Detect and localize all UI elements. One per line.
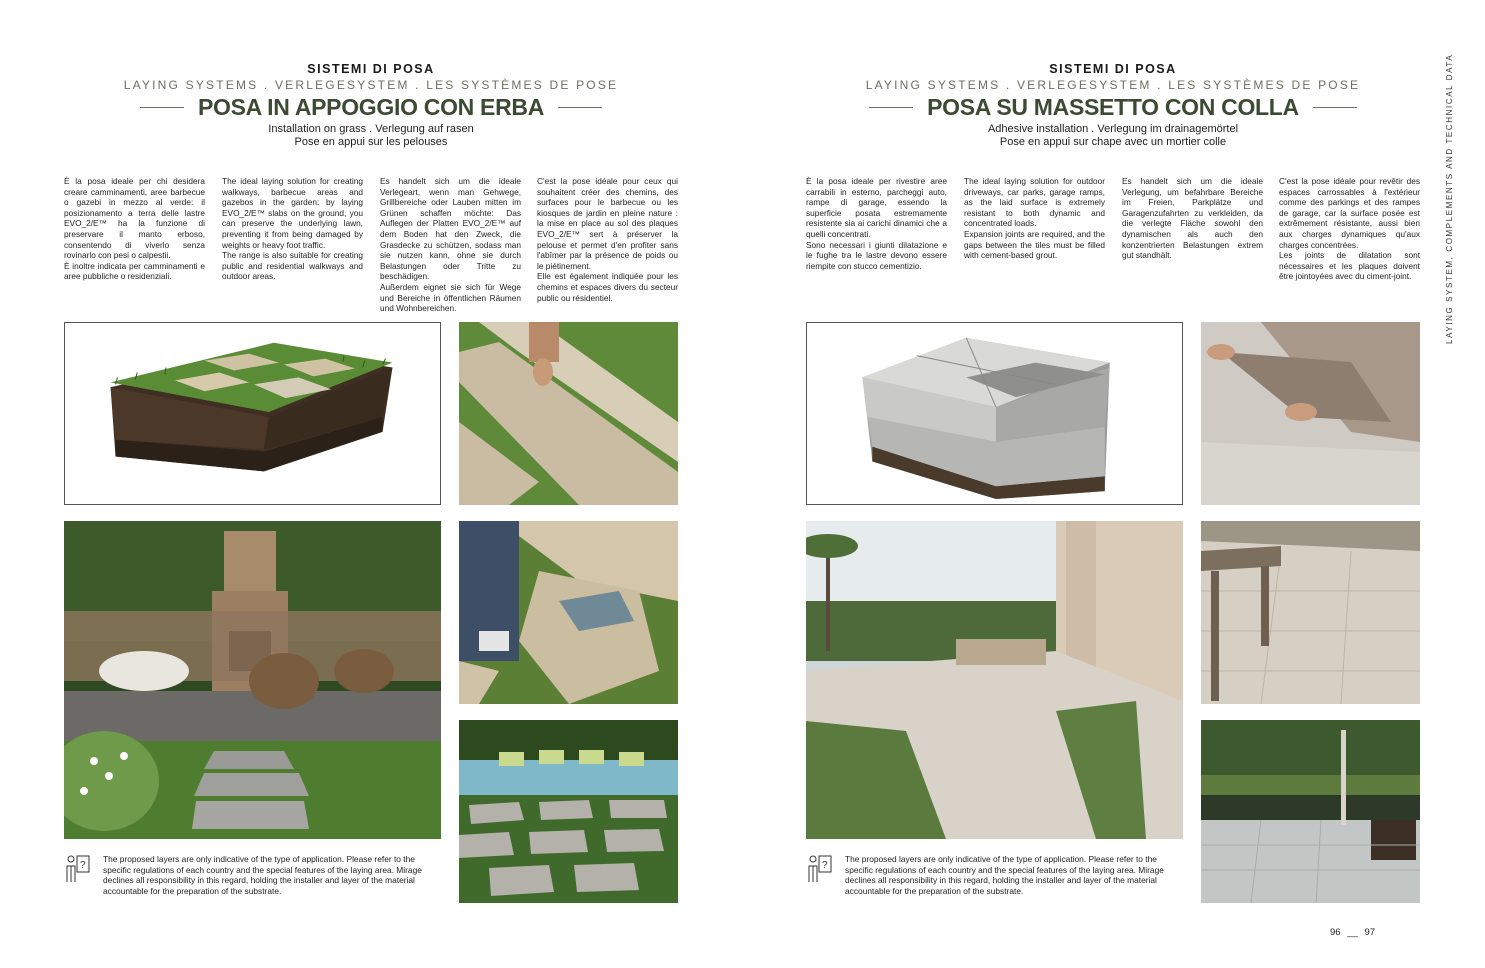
left-title: POSA IN APPOGGIO CON ERBA bbox=[197, 94, 545, 120]
vertical-section-label: LAYING SYSTEM, COMPLEMENTS AND TECHNICAL DATA bbox=[1445, 53, 1454, 344]
info-person-icon bbox=[64, 854, 90, 884]
title-rule-left bbox=[140, 107, 184, 108]
page-numbers bbox=[1330, 927, 1375, 938]
right-kicker: SISTEMI DI POSA bbox=[1049, 62, 1177, 76]
left-subtitle: LAYING SYSTEMS . VERLEGESYSTEM . LES SYSTÈMES DE POSE bbox=[123, 78, 619, 92]
left-col-de: Es handelt sich um die ideale Verlegeart, wenn man Gehwege, Grillbereiche oder Lauben mitten im Grünen schaffen möchte: Das Auflegen der Platten EVO_2/E™ auf dem Boden hat den Zweck, die Grasdecke zu schützen, sodass man sie nutzen kann, ohne sie durch Belastungen oder Tritte zu beschädigen. Außerdem eignet sie sich für Wege und Bereiche in öffentlichen Räumen und Wohnbereichen. bbox=[380, 176, 521, 314]
left-kicker: SISTEMI DI POSA bbox=[307, 62, 435, 76]
right-col-en: The ideal laying solution for outdoor driveways, car parks, garage ramps, as the laid surface is extremely resistant to both dynamic and concentrated loads. Expansion joints are required, and the gaps between the tiles must be filled with cement-based grout. bbox=[964, 176, 1105, 261]
title-rule-right bbox=[1313, 107, 1357, 108]
left-translation-2: Pose en appui sur les pelouses bbox=[294, 136, 448, 148]
right-col-it: È la posa ideale per rivestire aree carrabili in esterno, parcheggi auto, rampe di garage, essendo la superficie posata estremamente resistente sia ai carichi dinamici che a quelli concentrati. Sono necessari i giunti dilatazione e le fughe tra le lastre devono essere riempite con stucco cementizio. bbox=[806, 176, 947, 271]
photo-garden-patio bbox=[64, 521, 441, 839]
right-header bbox=[806, 62, 1420, 149]
left-col-en: The ideal laying solution for creating walkways, barbecue areas and gazebos in the garden: by laying EVO_2/E™ slabs on the ground, you can preserve the underlying lawn, preventing it from being damaged by weights or heavy foot traffic. The range is also suitable for creating public and residential walkways and outdoor areas. bbox=[222, 176, 363, 282]
page-number-separator: __ bbox=[1347, 927, 1358, 938]
photo-pool-slabs bbox=[459, 720, 678, 903]
right-col-de: Es handelt sich um die ideale Verlegung, um befahrbare Bereiche im Freien, Parkplätze und Garagenzufahrten zu verkleiden, da die verlegte Fläche sowohl den dynamischen als auch den konzentrierten Belastungen extrem gut standhält. bbox=[1122, 176, 1263, 261]
right-title: POSA SU MASSETTO CON COLLA bbox=[927, 94, 1299, 120]
photo-table-on-tiles bbox=[1201, 521, 1420, 704]
title-rule-right bbox=[558, 107, 602, 108]
title-rule-left bbox=[869, 107, 913, 108]
svg-text:?: ? bbox=[80, 860, 86, 871]
left-disclaimer: The proposed layers are only indicative of the type of application. Please refer to the specific regulations of each country and the special features of the laying area. Mirage declines all responsibility in this regard, holding the installer and layer of the material accountable for the preparation of the substrate. bbox=[103, 854, 422, 896]
left-col-fr: C'est la pose idéale pour ceux qui souhaitent créer des chemins, des surfaces pour le barbecue ou les kiosques de jardin en pleine nature : la mise en place au sol des plaques EVO_2/E™ sert à préserver la pelouse et permet d'en profiter sans l'abîmer par la présence de poids ou le piétinement. Elle est également indiquée pour les chemins et espaces divers du secteur public ou résidentiel. bbox=[537, 176, 678, 303]
page-number-right: 97 bbox=[1364, 927, 1376, 938]
left-translation-1: Installation on grass . Verlegung auf rasen bbox=[268, 123, 474, 135]
right-translation-1: Adhesive installation . Verlegung im drainagemörtel bbox=[987, 123, 1239, 135]
page-number-left: 96 bbox=[1330, 927, 1341, 938]
right-subtitle: LAYING SYSTEMS . VERLEGESYSTEM . LES SYSTÈMES DE POSE bbox=[865, 78, 1361, 92]
left-col-it: È la posa ideale per chi desidera creare camminamenti, aree barbecue o gazebi in mezzo al verde: il posizionamento a terra delle lastre EVO_2/E™ ha la funzione di preservare il manto erboso, consentendo di viverlo senza rovinarlo con pesi o calpestii. È inoltre indicata per camminamenti e aree pubbliche o residenziali. bbox=[64, 176, 205, 282]
photo-slab-on-grass bbox=[459, 322, 678, 505]
info-person-icon bbox=[806, 854, 832, 884]
right-disclaimer: The proposed layers are only indicative of the type of application. Please refer to the specific regulations of each country and the special features of the laying area. Mirage declines all responsibility in this regard, holding the installer and layer of the material accountable for the preparation of the substrate. bbox=[845, 854, 1164, 896]
photo-tile-on-adhesive bbox=[1201, 322, 1420, 505]
photo-terrace-firepit bbox=[806, 521, 1183, 839]
photo-lake-terrace bbox=[1201, 720, 1420, 903]
photo-laying-tool bbox=[459, 521, 678, 704]
left-header bbox=[64, 62, 678, 149]
screed-layer-diagram bbox=[806, 322, 1183, 505]
right-translation-2: Pose en appui sur chape avec un mortier colle bbox=[999, 136, 1227, 148]
grass-layer-diagram bbox=[64, 322, 441, 505]
svg-text:?: ? bbox=[822, 860, 828, 871]
right-col-fr: C'est la pose idéale pour revêtir des espaces carrossables à l'extérieur comme des parkings et des rampes de garage, car la surface posée est extrêmement résistante, aussi bien aux charges dynamiques qu'aux charges concentrées. Les joints de dilatation sont nécessaires et les plaques doivent être jointoyées avec du ciment-joint. bbox=[1279, 176, 1420, 282]
